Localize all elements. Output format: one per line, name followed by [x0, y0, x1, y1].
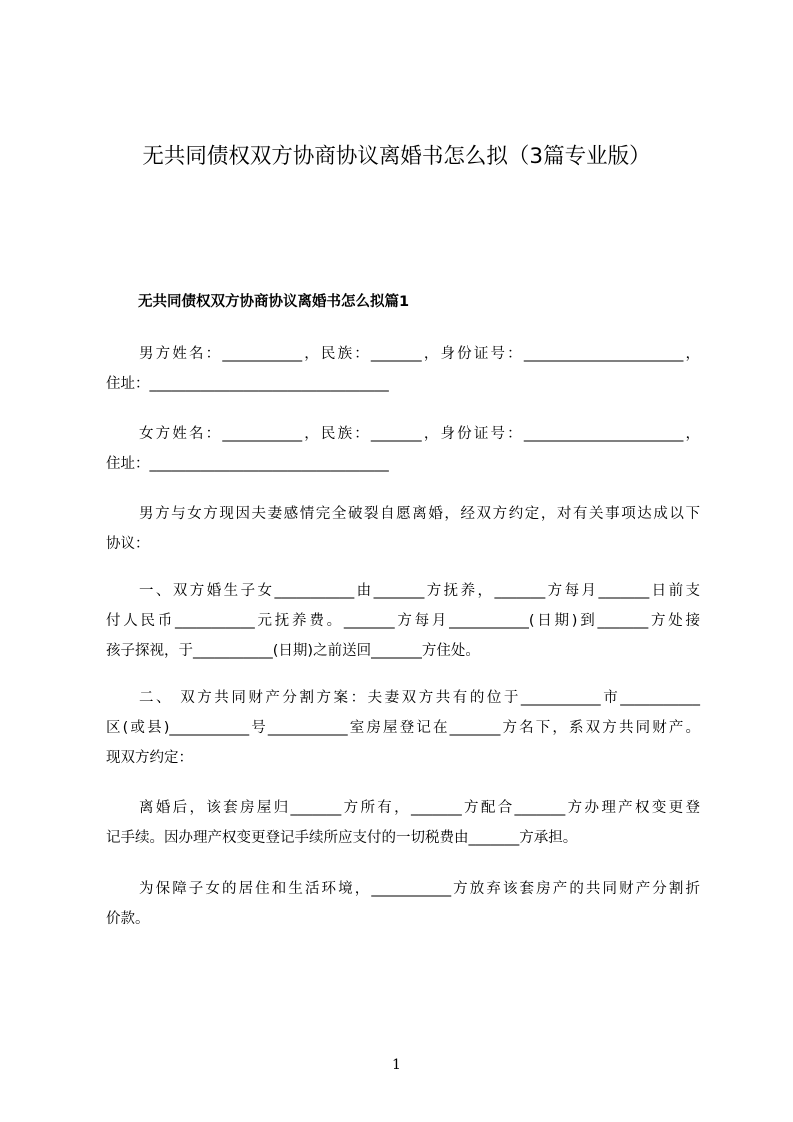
paragraph-line: 二、 双方共同财产分割方案：夫妻双方共有的位于___________市___________ [139, 690, 700, 706]
paragraph-line: 区(或县)___________号___________室房屋登记在_______方名下，系双方共同财产。 [106, 720, 700, 736]
paragraph-line: 协议： [106, 536, 150, 552]
paragraph-line: 一、双方婚生子女___________由_______方抚养，_______方每月_______日前支 [139, 583, 700, 599]
paragraph-line: 住址：_________________________________ [106, 376, 389, 392]
paragraph-line: 孩子探视，于___________(日期)之前送回_______方住处。 [106, 643, 480, 659]
section-heading: 无共同债权双方协商协议离婚书怎么拟篇1 [138, 294, 410, 310]
paragraph-line: 记手续。因办理产权变更登记手续所应支付的一切税费由_______方承担。 [106, 830, 578, 846]
paragraph-line: 住址：_________________________________ [106, 456, 389, 472]
document-title: 无共同债权双方协商协议离婚书怎么拟（3篇专业版） [142, 144, 651, 169]
paragraph-clause-children [106, 576, 700, 666]
paragraph-female-party [106, 419, 700, 479]
paragraph-line: 男方姓名：___________，民族：_______，身份证号：______________________， [139, 346, 700, 362]
page-number: 1 [392, 1057, 401, 1073]
paragraph-line: 现双方约定： [106, 750, 193, 766]
paragraph-agreement-intro [106, 499, 700, 559]
paragraph-line: 价款。 [106, 911, 150, 927]
paragraph-line: 离婚后，该套房屋归_______方所有，_______方配合_______方办理产权变更登 [139, 800, 700, 816]
paragraph-waiver [106, 874, 700, 934]
paragraph-male-party [106, 339, 700, 399]
paragraph-clause-property [106, 683, 700, 773]
paragraph-line: 为保障子女的居住和生活环境，___________方放弃该套房产的共同财产分割折 [139, 881, 700, 897]
paragraph-line: 女方姓名：___________，民族：_______，身份证号：______________________， [139, 426, 700, 442]
paragraph-line: 男方与女方现因夫妻感情完全破裂自愿离婚，经双方约定，对有关事项达成以下 [139, 506, 700, 522]
paragraph-line: 付人民币___________元抚养费。_______方每月___________(日期)到_______方处接 [106, 613, 700, 629]
paragraph-house-ownership [106, 793, 700, 853]
